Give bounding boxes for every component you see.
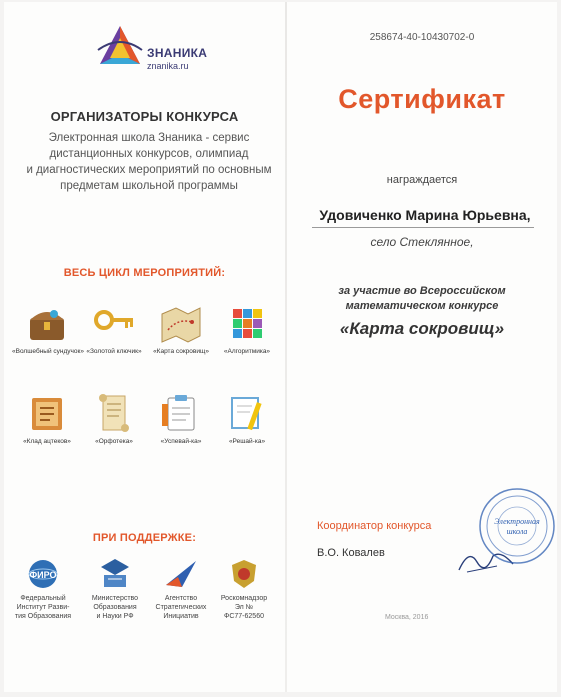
supporter-label — [80, 594, 150, 621]
support-title: ПРИ ПОДДЕРЖКЕ: — [92, 532, 197, 544]
coordinator-title: Координатор конкурса — [317, 520, 432, 532]
participation-line: за участие во Всероссийском — [338, 285, 506, 297]
product-item — [12, 390, 82, 445]
product-item — [212, 300, 282, 355]
organizers-desc-line: предметам школьной программы — [60, 180, 238, 192]
certificate-title: Сертификат — [338, 84, 506, 114]
participation-line: математическом конкурсе — [345, 300, 499, 312]
firo-logo-text: ФИРО — [29, 570, 57, 580]
contest-name: «Карта сокровищ» — [339, 319, 505, 338]
coordinator-name: В.О. Ковалев — [317, 547, 385, 559]
product-item — [146, 390, 216, 445]
supporter-item — [209, 557, 279, 621]
cycle-title: ВЕСЬ ЦИКЛ МЕРОПРИЯТИЙ: — [63, 267, 226, 279]
product-item — [79, 300, 149, 355]
pencil-frame-icon — [224, 390, 270, 436]
firo-globe-icon — [24, 557, 62, 591]
supporter-item — [80, 557, 150, 621]
supporter-line: Образования — [93, 604, 137, 611]
participation-text — [287, 284, 557, 314]
recipient-name: Удовиченко Марина Юрьевна, — [319, 207, 531, 223]
supporter-line: Инициатив — [163, 613, 199, 620]
product-item — [79, 390, 149, 445]
organizers-desc-line: Электронная школа Знаника - сервис — [48, 132, 250, 144]
coat-of-arms-icon — [225, 557, 263, 591]
supporter-line: Стратегических — [155, 604, 207, 611]
scroll-icon — [91, 390, 137, 436]
city-year: Москва, 2016 — [385, 614, 429, 621]
znanika-logo-icon — [96, 24, 144, 76]
product-item — [12, 300, 82, 355]
clipboard-icon — [158, 390, 204, 436]
right-panel — [287, 2, 557, 692]
supporter-line: Роскомнадзор — [220, 595, 268, 602]
supporter-line: Эл № — [234, 604, 254, 611]
product-label: «Золотой ключик» — [86, 348, 142, 355]
supporter-item — [8, 557, 78, 621]
organizers-description — [24, 130, 274, 194]
product-label: «Решай-ка» — [228, 438, 266, 445]
stamp-text: Электронная — [494, 517, 540, 526]
supporter-label — [209, 594, 279, 621]
supporter-line: Федеральный — [20, 595, 66, 602]
supporter-line: ФС77-62560 — [224, 613, 264, 620]
chest-icon — [24, 300, 70, 346]
product-label: «Орфотека» — [95, 438, 133, 445]
supporter-line: Министерство — [91, 595, 139, 602]
cube-icon — [224, 300, 270, 346]
stamp-icon — [477, 486, 557, 566]
asi-arrow-icon — [162, 557, 200, 591]
logo-site: znanika.ru — [147, 61, 189, 71]
supporter-label — [8, 594, 78, 621]
supporter-label — [146, 594, 216, 621]
supporter-item — [146, 557, 216, 621]
certificate-sheet — [4, 2, 557, 692]
stamp-text: школа — [506, 527, 528, 536]
supporter-line: и Науки РФ — [96, 613, 134, 620]
product-item — [146, 300, 216, 355]
recipient-village: село Стеклянное, — [370, 235, 474, 249]
product-label: «Алгоритмика» — [223, 348, 271, 355]
product-label: «Волшебный сундучок» — [12, 348, 84, 355]
organizers-title: ОРГАНИЗАТОРЫ КОНКУРСА — [50, 109, 239, 124]
left-panel — [4, 2, 285, 692]
organizers-desc-line: дистанционных конкурсов, олимпиад — [49, 148, 249, 160]
map-icon — [158, 300, 204, 346]
logo-title: ЗНАНИКА — [147, 46, 208, 60]
supporter-line: тия Образования — [14, 613, 72, 620]
product-item — [212, 390, 282, 445]
certificate-number: 258674-40-10430702-0 — [369, 32, 475, 43]
key-icon — [91, 300, 137, 346]
ministry-emblem-icon — [96, 557, 134, 591]
aztec-book-icon — [24, 390, 70, 436]
supporter-line: Институт Разви- — [16, 604, 70, 611]
product-label: «Клад ацтеков» — [23, 438, 71, 445]
name-underline — [312, 227, 534, 228]
awarded-text: награждается — [386, 174, 458, 186]
organizers-desc-line: и диагностических мероприятий по основным — [26, 164, 272, 176]
supporter-line: Агентство — [164, 595, 198, 602]
product-label: «Успевай-ка» — [160, 438, 202, 445]
product-label: «Карта сокровищ» — [153, 348, 209, 355]
